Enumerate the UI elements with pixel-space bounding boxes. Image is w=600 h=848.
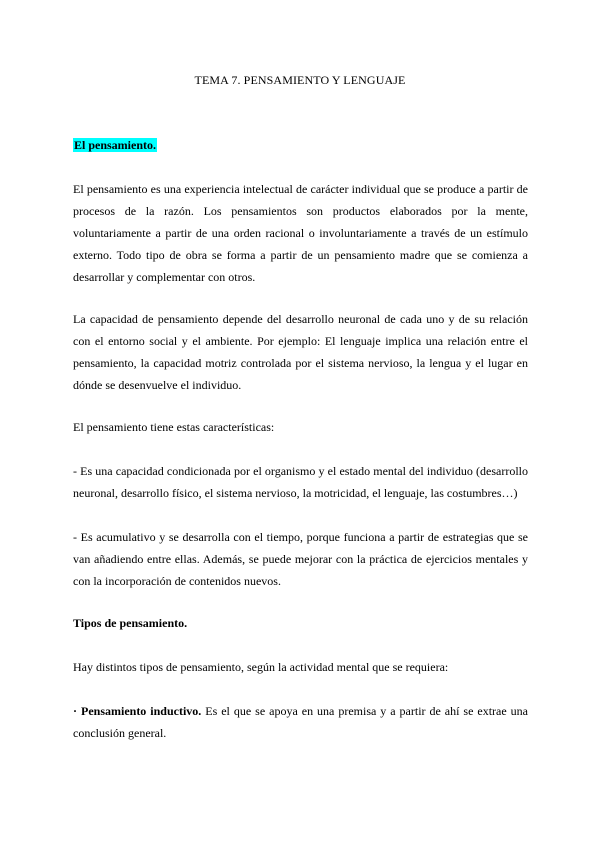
list-item-characteristic-1: - Es una capacidad condicionada por el organismo y el estado mental del individuo (desarrollo neuronal, desarrollo físico, el sistema nervioso, la motricidad, el lenguaje, las costumbres…) bbox=[73, 464, 528, 500]
document-title: TEMA 7. PENSAMIENTO Y LENGUAJE bbox=[194, 73, 406, 87]
list-item-type-inductivo bbox=[73, 700, 528, 744]
term-inductivo-description: Es el que se apoya en una premisa y a partir de ahí se extrae una conclusión general. bbox=[73, 704, 528, 740]
list-item-characteristic-2: - Es acumulativo y se desarrolla con el tiempo, porque funciona a partir de estrategias que se van añadiendo entre ellas. Además, se puede mejorar con la práctica de ejercicios mentales y con la incorporación de contenidos nuevos. bbox=[73, 530, 528, 588]
paragraph-types-intro: Hay distintos tipos de pensamiento, según la actividad mental que se requiera: bbox=[73, 660, 449, 674]
section-heading-tipos: Tipos de pensamiento. bbox=[73, 616, 188, 630]
section-heading-pensamiento bbox=[73, 134, 528, 156]
highlighted-heading: El pensamiento. bbox=[74, 138, 157, 152]
paragraph-definition: El pensamiento es una experiencia intelectual de carácter individual que se produce a partir de procesos de la razón. Los pensamientos son productos elaborados por la mente, voluntariamente a partir de una orden racional o involuntariamente a través de un estímulo externo. Todo tipo de obra se forma a partir de un pensamiento madre que se comienza a desarrollar y complementar con otros. bbox=[73, 182, 528, 284]
paragraph-capacity: La capacidad de pensamiento depende del desarrollo neuronal de cada uno y de su relación con el entorno social y el ambiente. Por ejemplo: El lenguaje implica una relación entre el pensamiento, la capacidad motriz controlada por el sistema nervioso, la lengua y el lugar en dónde se desenvuelve el individuo. bbox=[73, 312, 528, 392]
paragraph-characteristics-intro: El pensamiento tiene estas características: bbox=[73, 420, 275, 434]
bullet-marker: · bbox=[73, 704, 78, 718]
term-inductivo: Pensamiento inductivo. bbox=[80, 704, 202, 718]
